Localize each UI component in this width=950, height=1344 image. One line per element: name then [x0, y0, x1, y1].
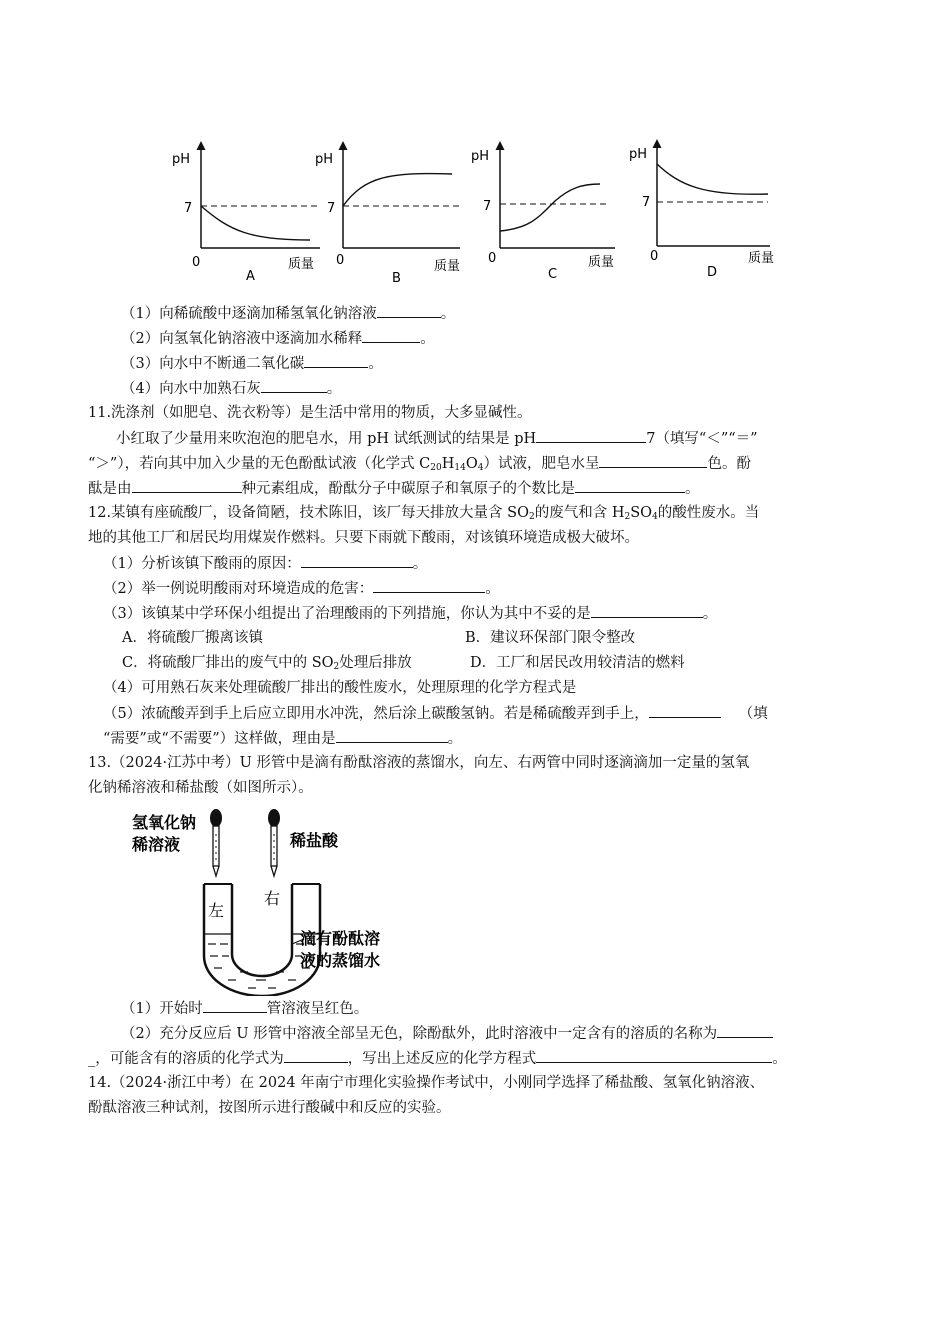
u-tube-inner	[232, 884, 292, 976]
graph-b	[315, 144, 460, 286]
right-reagent-label: 稀盐酸	[290, 831, 339, 850]
q12-option-d[interactable]: D．工厂和居民改用较清洁的燃料	[470, 655, 685, 671]
q11-title: 11.洗涤剂（如肥皂、洗衣粉等）是生活中常用的物质，大多显碱性。	[88, 405, 532, 421]
answer-blank[interactable]	[575, 478, 685, 493]
graph-c-x-label: 质量	[588, 255, 615, 270]
answer-blank[interactable]	[362, 328, 420, 343]
q14-line-1: 14.（2024·浙江中考）在 2024 年南宁市理化实验操作考试中，小刚同学选择了稀盐酸、氢氧化钠溶液、	[88, 1075, 765, 1091]
q12-part-5-line-1: （5）浓硫酸弄到手上后应立即用水冲洗，然后涂上碳酸氢钠。若是稀硫酸弄到手上， （填	[103, 703, 768, 724]
q12-part-2: （2）举一例说明酸雨对环境造成的危害： 。	[103, 578, 500, 599]
answer-blank[interactable]	[717, 1023, 773, 1038]
q11-line-2: “＞”），若向其中加入少量的无色酚酞试液（化学式 $C_{20}H_{14}O_4$）试液，肥皂水呈 色。酚	[88, 453, 751, 474]
answer-blank[interactable]	[304, 353, 368, 368]
graph-c	[471, 144, 615, 282]
answer-blank[interactable]	[377, 303, 441, 318]
q12-option-a[interactable]: A．将硫酸厂搬离该镇	[122, 630, 263, 646]
q12-option-b[interactable]: B．建议环保部门限令整改	[465, 630, 636, 646]
graph-d-origin: 0	[650, 249, 659, 264]
answer-blank[interactable]	[373, 578, 485, 593]
answer-blank[interactable]	[591, 603, 703, 618]
graph-c-origin: 0	[488, 251, 497, 266]
graph-d-x-label: 质量	[748, 251, 775, 266]
graph-a-origin: 0	[192, 255, 201, 270]
q11-line-1: 小红取了少量用来吹泡泡的肥皂水，用 pH 试纸测试的结果是 pH 7（填写“＜”“＝”	[116, 428, 758, 449]
answer-blank[interactable]	[284, 1048, 348, 1063]
graph-c-letter: C	[548, 267, 558, 282]
answer-blank[interactable]	[599, 453, 707, 468]
answer-blank[interactable]	[536, 428, 646, 443]
answer-blank[interactable]	[203, 998, 267, 1013]
graph-c-ref-value: 7	[483, 199, 492, 214]
q11-line-3: 酞是由 种元素组成，酚酞分子中碳原子和氧原子的个数比是 。	[88, 478, 700, 499]
u-tube-figure	[128, 806, 418, 996]
answer-blank[interactable]	[536, 1048, 772, 1063]
q12-part-4: （4）可用熟石灰来处理硫酸厂排出的酸性废水，处理原理的化学方程式是	[103, 680, 577, 696]
graph-d	[629, 142, 774, 280]
graph-d-ref-value: 7	[642, 195, 651, 210]
q13-line-1: 13.（2024·江苏中考）U 形管中是滴有酚酞溶液的蒸馏水，向左、右两管中同时逐滴滴加一定量的氢氧	[88, 755, 750, 771]
q10-item-3: （3）向水中不断通二氧化碳 。	[121, 353, 383, 374]
q12-line-2: 地的其他工厂和居民均用煤炭作燃料。只要下雨就下酸雨，对该镇环境造成极大破坏。	[88, 530, 639, 546]
graph-b-y-label: pH	[315, 152, 334, 167]
answer-blank[interactable]	[132, 478, 242, 493]
graph-a	[172, 144, 320, 284]
answer-blank[interactable]	[649, 703, 721, 718]
graph-a-letter: A	[246, 269, 255, 284]
ph-graphs-figure	[170, 136, 790, 286]
graph-d-y-label: pH	[629, 147, 648, 162]
q13-part-1: （1）开始时 管溶液呈红色。	[121, 998, 368, 1019]
graph-d-letter: D	[707, 265, 718, 280]
graph-a-ref-value: 7	[184, 201, 193, 216]
graph-b-letter: B	[392, 271, 401, 286]
left-dropper-icon	[210, 809, 222, 876]
graph-a-y-label: pH	[172, 152, 191, 167]
solution-label-2: 液的蒸馏水	[300, 951, 381, 970]
q12-option-c[interactable]: C．将硫酸厂排出的废气中的 $SO_2$处理后排放	[122, 655, 412, 672]
q13-part-2-line-1: （2）充分反应后 U 形管中溶液全部呈无色，除酚酞外，此时溶液中一定含有的溶质的名称为	[121, 1023, 773, 1044]
q13-part-2-line-2: _，可能含有的溶质的化学式为 ，写出上述反应的化学方程式 。	[88, 1048, 787, 1069]
right-dropper-icon	[268, 809, 280, 876]
answer-blank[interactable]	[261, 378, 327, 393]
graph-c-curve	[500, 184, 600, 231]
q14-line-2: 酚酞溶液三种试剂，按图所示进行酸碱中和反应的实验。	[88, 1100, 451, 1116]
right-arm-label: 右	[264, 889, 281, 908]
answer-blank[interactable]	[301, 553, 413, 568]
q12-part-1: （1）分析该镇下酸雨的原因： 。	[103, 553, 427, 574]
q10-item-1: （1）向稀硫酸中逐滴加稀氢氧化钠溶液 。	[121, 303, 455, 324]
graph-a-curve	[201, 206, 310, 240]
graph-b-curve	[343, 174, 452, 206]
graph-b-ref-value: 7	[327, 201, 336, 216]
q10-item-2: （2）向氢氧化钠溶液中逐滴加水稀释 。	[121, 328, 435, 349]
q12-part-3: （3）该镇某中学环保小组提出了治理酸雨的下列措施，你认为其中不妥的是 。	[103, 603, 717, 624]
q13-line-2: 化钠稀溶液和稀盐酸（如图所示）。	[88, 780, 313, 796]
q12-line-1: 12.某镇有座硫酸厂，设备简陋，技术陈旧，该厂每天排放大量含 $SO_2$的废气和含 $H_2SO_4$的酸性废水。当	[88, 505, 760, 522]
graph-d-curve	[657, 164, 768, 194]
left-reagent-label-1: 氢氧化钠	[132, 813, 197, 832]
answer-blank[interactable]	[336, 728, 448, 743]
graph-b-x-label: 质量	[434, 259, 461, 274]
left-arm-label: 左	[208, 901, 225, 920]
solution-label-1: 滴有酚酞溶	[300, 929, 381, 948]
graph-b-origin: 0	[336, 253, 345, 268]
q10-item-4: （4）向水中加熟石灰 。	[121, 378, 341, 399]
q12-part-5-line-2: “需要”或“不需要”）这样做，理由是 。	[103, 728, 462, 749]
graph-c-y-label: pH	[471, 149, 490, 164]
left-reagent-label-2: 稀溶液	[132, 835, 181, 854]
graph-a-x-label: 质量	[288, 257, 315, 272]
